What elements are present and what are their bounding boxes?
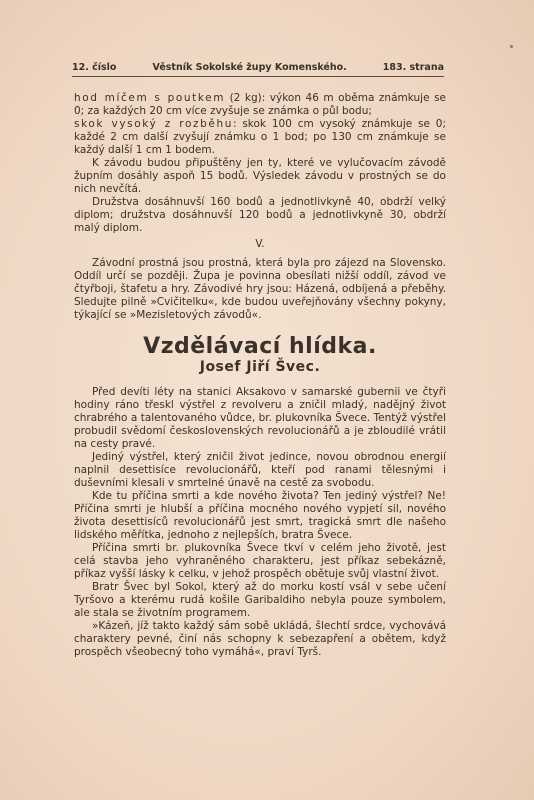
paragraph: Závodní prostná jsou prostná, která byla pro zájezd na Slovensko. Oddíl určí se později. Župa je povinna obesílati nižší oddíl, závod ve čtyřboji, štafetu a hry. Závodivé hry jsou: Házená, odbíjená a přeběhy. Sledujte pilně »Cvičitelku«, kde budou uveřejňovány všechny pokyny, týkající se »Mezisletových závodů«. xyxy=(74,257,446,321)
discipline-name: hod míčem s poutkem xyxy=(74,92,226,104)
paragraph: hod míčem s poutkem (2 kg): výkon 46 m oběma známkuje se 0; za každých 20 cm více zvyšuje se známka o půl bodu; xyxy=(74,92,446,117)
section-title: Vzdělávací hlídka. xyxy=(143,334,377,359)
page-number: 183. strana xyxy=(382,62,444,73)
page-header xyxy=(72,62,444,77)
paragraph: skok vysoký z rozběhu: skok 100 cm vysoký známkuje se 0; každé 2 cm další zvyšují známku o 1 bod; po 130 cm známkuje se každý další 1 cm 1 bodem. xyxy=(74,118,446,156)
journal-title: Věstník Sokolské župy Komenského. xyxy=(152,62,347,73)
text-column xyxy=(74,92,446,659)
article-paragraph: Před devíti léty na stanici Aksakovo v samarské gubernii ve čtyři hodiny ráno třeskl výstřel z revolveru a zničil mladý, nadějný život chrabrého a talentovaného vůdce, br. plukovníka Švece. Tentýž výstřel probudil svědomí československých revolucionářů a je zbloudilé vrátil na cesty pravé. xyxy=(74,386,446,450)
article-paragraph: Příčina smrti br. plukovníka Švece tkví v celém jeho životě, jest celá stavba jeho vyhraněného charakteru, jest příkaz sebekázně, příkaz vyšší lásky k celku, v jehož prospěch obětuje svůj vlastní život. xyxy=(74,542,446,580)
article-paragraph: Kde tu příčina smrti a kde nového života? Ten jediný výstřel? Ne! Příčina smrti je hlubší a příčina mocného nového vypjetí sil, nového života desettisíců revolucionářů jest smrt, tragická smrt dle našeho lidského měřítka, jednoho z nejlepších, bratra Švece. xyxy=(74,490,446,541)
paragraph: Družstva dosáhnuvší 160 bodů a jednotlivkyně 40, obdrží velký diplom; družstva dosáhnuvší 120 bodů a jednotlivkyně 30, obdrží malý diplom. xyxy=(74,196,446,234)
article-paragraph: Jediný výstřel, který zničil život jedince, novou obrodnou energií naplnil desettisíce revolucionářů, kteří pod ranami tělesnými i duševními klesali v smrtelné únavě na cestě za svobodu. xyxy=(74,451,446,489)
article-title: Josef Jiří Švec. xyxy=(199,359,321,375)
article-paragraph: »Kázeň, jíž takto každý sám sobě ukládá, šlechtí srdce, vychovává charaktery pevné, činí nás schopny k sebezapření a obětem, když prospěch všeobecný toho vymáhá«, praví Tyrš. xyxy=(74,620,446,658)
paragraph: K závodu budou připuštěny jen ty, které ve vylučovacím závodě župním dosáhly aspoň 15 bodů. Výsledek závodu v prostných se do nich nevčítá. xyxy=(74,157,446,195)
article-paragraph: Bratr Švec byl Sokol, který až do morku kostí vsál v sebe učení Tyršovo a kterému rudá košile Garibaldiho nebyla pouze symbolem, ale stala se životním programem. xyxy=(74,581,446,619)
paper-speck xyxy=(510,45,513,48)
section-numeral: V. xyxy=(255,238,265,250)
issue-number: 12. číslo xyxy=(72,62,117,73)
discipline-name: skok vysoký z rozběhu xyxy=(74,118,233,130)
